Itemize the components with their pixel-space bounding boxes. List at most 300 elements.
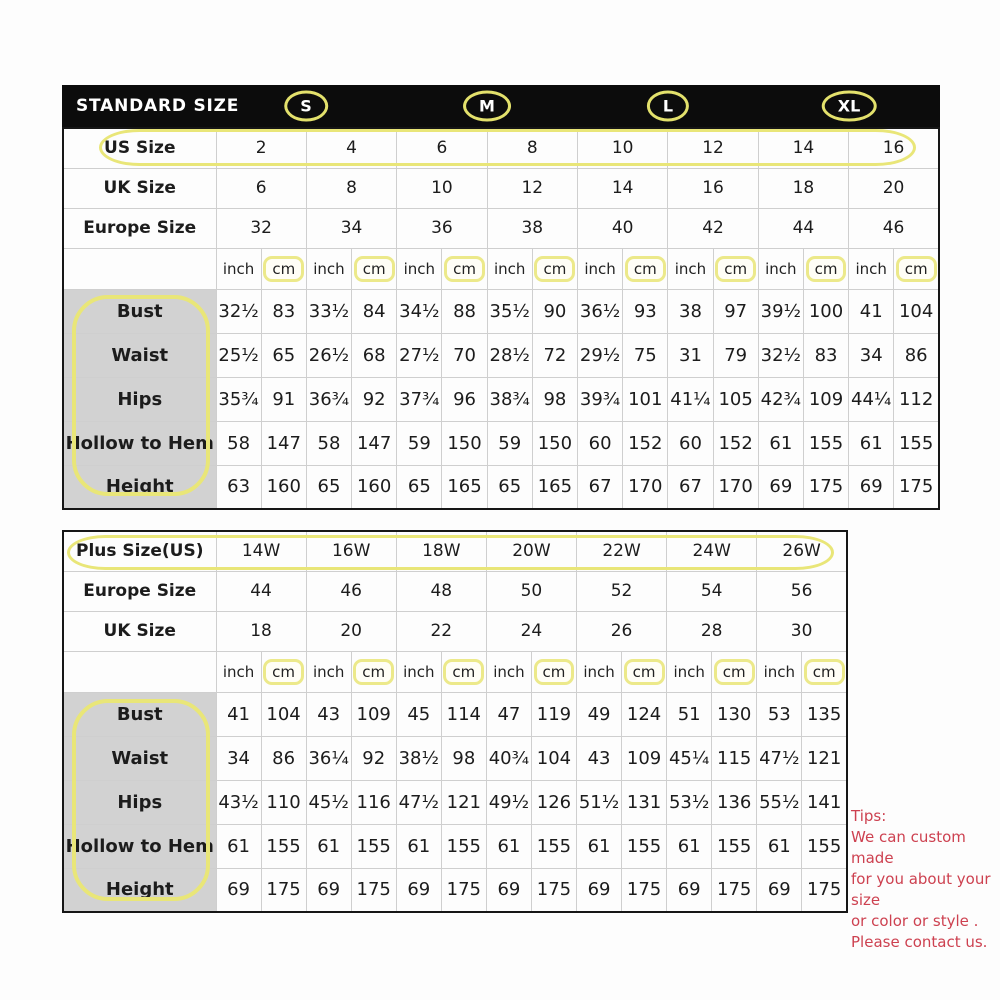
table-cell — [667, 651, 712, 692]
cell-value: 18 — [792, 178, 815, 198]
cell-value: 175 — [356, 879, 391, 901]
table-cell — [351, 736, 396, 780]
cell-value: 165 — [447, 476, 482, 498]
table-row — [63, 208, 939, 248]
cell-value: 51½ — [578, 791, 620, 813]
table-cell — [757, 611, 847, 651]
table-cell — [577, 571, 667, 611]
cell-value: inch — [674, 259, 707, 278]
table-cell — [578, 248, 623, 289]
cell-value: 105 — [718, 388, 753, 410]
table-cell — [216, 333, 261, 377]
table-cell — [306, 868, 351, 912]
table-cell — [397, 377, 442, 421]
cell-value: 79 — [724, 344, 748, 366]
row-label-cell — [63, 611, 216, 651]
row-label: Height — [105, 879, 174, 901]
table-cell — [216, 465, 261, 509]
table-cell — [396, 868, 441, 912]
cell-value: 31 — [679, 344, 702, 366]
cell-value: 42¾ — [760, 388, 802, 410]
cell-value: 61 — [677, 835, 701, 857]
cell-value: inch — [584, 259, 616, 278]
cell-value: 16 — [702, 178, 724, 198]
cell-value: 115 — [717, 747, 752, 769]
cell-value: 65 — [498, 476, 522, 498]
table-cell — [532, 248, 577, 289]
cell-value: 175 — [266, 879, 301, 901]
cell-value: 40¾ — [488, 747, 530, 769]
cell-value: cm — [444, 256, 485, 282]
cell-value: 67 — [679, 476, 702, 498]
table-cell — [757, 692, 802, 736]
cell-value: 4 — [346, 138, 357, 159]
row-label: US Size — [104, 138, 176, 159]
table-cell — [894, 248, 939, 289]
table-cell — [849, 168, 939, 208]
cell-value: cm — [534, 659, 575, 685]
row-label-cell — [63, 377, 216, 421]
cell-value: 41¼ — [670, 388, 711, 410]
cell-value: 50 — [520, 581, 543, 601]
row-label-cell — [63, 465, 216, 509]
cell-value: 69 — [859, 476, 883, 498]
table-cell — [261, 289, 306, 333]
cell-value: 61 — [769, 432, 793, 454]
table-cell — [216, 421, 261, 465]
cell-value: 46 — [340, 581, 362, 601]
table-cell — [216, 531, 306, 571]
tips-line: We can custom made — [851, 828, 966, 867]
table-cell — [713, 333, 758, 377]
standard-size-header-bar — [62, 85, 940, 127]
cell-value: 101 — [628, 388, 663, 410]
table-row — [63, 651, 847, 692]
table-cell — [487, 248, 532, 289]
cell-value: 27½ — [399, 344, 440, 366]
table-row — [63, 611, 847, 651]
cell-value: 32½ — [218, 300, 259, 322]
table-cell — [397, 168, 487, 208]
cell-value: 97 — [724, 300, 748, 322]
cell-value: 155 — [356, 835, 391, 857]
cell-value: 147 — [356, 432, 392, 454]
cell-value: cm — [353, 659, 394, 685]
table-cell — [802, 692, 847, 736]
cell-value: 109 — [808, 388, 844, 410]
cell-value: 16W — [331, 541, 371, 562]
table-cell — [216, 248, 261, 289]
custom-made-tips-note — [851, 806, 999, 953]
table-cell — [441, 692, 486, 736]
table-row — [63, 780, 847, 824]
table-cell — [531, 824, 576, 868]
cell-value: 69 — [677, 879, 701, 901]
cell-value: 155 — [898, 432, 934, 454]
table-cell — [623, 248, 668, 289]
cell-value: 121 — [806, 747, 842, 769]
cell-value: 28 — [700, 621, 723, 641]
row-label: Hollow to Hem — [65, 432, 214, 454]
table-cell — [803, 333, 848, 377]
table-cell — [667, 571, 757, 611]
cell-value: 24W — [692, 541, 731, 562]
cell-value: inch — [403, 662, 435, 681]
cell-value: 69 — [227, 879, 250, 901]
table-cell — [216, 611, 306, 651]
size-badge-m: M — [463, 91, 511, 122]
cell-value: 12 — [702, 138, 724, 159]
cell-value: cm — [354, 256, 395, 282]
table-cell — [531, 651, 576, 692]
table-cell — [757, 531, 847, 571]
cell-value: 61 — [317, 835, 341, 857]
cell-value: inch — [763, 662, 795, 681]
table-cell — [713, 377, 758, 421]
cell-value: 58 — [227, 432, 251, 454]
table-cell — [894, 289, 939, 333]
table-cell — [713, 421, 758, 465]
cell-value: inch — [313, 259, 345, 278]
standard-size-section — [62, 85, 940, 510]
cell-value: 86 — [904, 344, 928, 366]
table-cell — [577, 780, 622, 824]
row-label: Bust — [116, 703, 163, 725]
cell-value: inch — [222, 259, 255, 278]
cell-value: 51 — [677, 703, 701, 725]
cell-value: 45½ — [308, 791, 349, 813]
table-cell — [712, 868, 757, 912]
cell-value: 14 — [792, 138, 815, 159]
table-cell — [802, 736, 847, 780]
cell-value: 165 — [537, 476, 573, 498]
cell-value: 104 — [536, 747, 572, 769]
table-row — [63, 377, 939, 421]
cell-value: cm — [625, 256, 666, 282]
table-cell — [397, 333, 442, 377]
cell-value: 44¼ — [851, 388, 892, 410]
cell-value: 44 — [792, 218, 815, 238]
cell-value: 175 — [808, 476, 844, 498]
table-row — [63, 333, 939, 377]
cell-value: 8 — [526, 138, 538, 159]
cell-value: inch — [583, 662, 615, 681]
cell-value: 59 — [407, 432, 431, 454]
cell-value: 69 — [767, 879, 791, 901]
cell-value: 112 — [898, 388, 934, 410]
table-cell — [306, 611, 396, 651]
table-cell — [894, 421, 939, 465]
table-cell — [758, 208, 848, 248]
cell-value: 90 — [543, 300, 567, 322]
tips-title: Tips: — [851, 807, 887, 825]
cell-value: 25½ — [218, 344, 259, 366]
cell-value: 42 — [702, 218, 724, 238]
table-cell — [351, 868, 396, 912]
table-cell — [622, 692, 667, 736]
table-cell — [578, 168, 668, 208]
table-cell — [623, 333, 668, 377]
table-cell — [351, 651, 396, 692]
cell-value: 49 — [587, 703, 611, 725]
table-cell — [757, 868, 802, 912]
cell-value: 26½ — [308, 344, 350, 366]
table-cell — [668, 465, 713, 509]
cell-value: 86 — [272, 747, 296, 769]
table-cell — [306, 128, 396, 168]
cell-value: 8 — [346, 178, 357, 198]
cell-value: 70 — [453, 344, 476, 366]
cell-value: 16 — [882, 138, 905, 159]
standard-size-table — [62, 127, 940, 510]
table-cell — [712, 780, 757, 824]
table-cell — [396, 611, 486, 651]
row-label-cell — [63, 868, 216, 912]
table-cell — [306, 168, 396, 208]
table-row — [63, 531, 847, 571]
table-cell — [894, 377, 939, 421]
cell-value: 60 — [588, 432, 612, 454]
cell-value: 69 — [497, 879, 521, 901]
table-cell — [531, 736, 576, 780]
cell-value: 104 — [898, 300, 934, 322]
row-label: Hollow to Hem — [65, 835, 214, 857]
cell-value: 175 — [446, 879, 482, 901]
cell-value: inch — [493, 662, 525, 681]
table-cell — [712, 692, 757, 736]
table-cell — [577, 736, 622, 780]
table-cell — [802, 780, 847, 824]
cell-value: 152 — [718, 432, 753, 454]
cell-value: 150 — [447, 432, 482, 454]
cell-value: 116 — [356, 791, 391, 813]
table-cell — [577, 531, 667, 571]
table-cell — [396, 824, 441, 868]
table-cell — [578, 421, 623, 465]
table-cell — [261, 421, 306, 465]
cell-value: 60 — [679, 432, 702, 454]
table-row — [63, 421, 939, 465]
cell-value: 131 — [626, 791, 662, 813]
table-cell — [306, 531, 396, 571]
table-cell — [758, 465, 803, 509]
table-cell — [216, 868, 261, 912]
cell-value: cm — [896, 256, 937, 282]
table-cell — [849, 465, 894, 509]
cell-value: 33½ — [308, 300, 350, 322]
cell-value: 56 — [790, 581, 813, 601]
table-cell — [486, 868, 531, 912]
table-cell — [306, 780, 351, 824]
cell-value: 45 — [407, 703, 431, 725]
row-label-cell — [63, 651, 216, 692]
cell-value: 67 — [588, 476, 612, 498]
cell-value: 175 — [717, 879, 752, 901]
cell-value: 175 — [806, 879, 842, 901]
cell-value: 28½ — [489, 344, 530, 366]
table-cell — [667, 868, 712, 912]
row-label-cell — [63, 248, 216, 289]
cell-value: 92 — [362, 388, 386, 410]
cell-value: 6 — [436, 138, 448, 159]
row-label-cell — [63, 128, 216, 168]
cell-value: 20 — [882, 178, 905, 198]
cell-value: 170 — [718, 476, 753, 498]
row-label: Hips — [117, 791, 163, 813]
table-cell — [849, 333, 894, 377]
row-label-cell — [63, 333, 216, 377]
table-cell — [486, 692, 531, 736]
table-cell — [216, 824, 261, 868]
cell-value: 69 — [407, 879, 431, 901]
cell-value: 141 — [806, 791, 842, 813]
cell-value: 124 — [626, 703, 662, 725]
table-cell — [216, 692, 261, 736]
cell-value: 10 — [611, 138, 634, 159]
table-cell — [441, 780, 486, 824]
table-cell — [622, 736, 667, 780]
cell-value: 109 — [626, 747, 662, 769]
table-cell — [758, 421, 803, 465]
table-cell — [803, 289, 848, 333]
table-cell — [441, 651, 486, 692]
table-cell — [623, 465, 668, 509]
table-cell — [532, 465, 577, 509]
size-badge-xl: XL — [822, 91, 877, 122]
cell-value: 83 — [272, 300, 296, 322]
table-cell — [758, 333, 803, 377]
table-cell — [397, 421, 442, 465]
table-cell — [757, 736, 802, 780]
cell-value: 93 — [633, 300, 657, 322]
cell-value: 53½ — [668, 791, 710, 813]
table-cell — [216, 289, 261, 333]
cell-value: cm — [715, 256, 756, 282]
table-cell — [306, 248, 351, 289]
table-cell — [577, 692, 622, 736]
cell-value: 109 — [356, 703, 391, 725]
table-cell — [849, 289, 894, 333]
cell-value: 155 — [806, 835, 842, 857]
table-cell — [532, 289, 577, 333]
table-cell — [442, 465, 487, 509]
table-cell — [668, 128, 758, 168]
table-cell — [667, 611, 757, 651]
table-cell — [577, 611, 667, 651]
cell-value: 38 — [521, 218, 544, 238]
cell-value: 61 — [587, 835, 611, 857]
cell-value: 175 — [898, 476, 934, 498]
cell-value: 83 — [814, 344, 838, 366]
cell-value: cm — [534, 256, 575, 282]
table-cell — [351, 692, 396, 736]
cell-value: 170 — [628, 476, 663, 498]
table-row — [63, 465, 939, 509]
table-cell — [712, 651, 757, 692]
table-cell — [758, 289, 803, 333]
table-cell — [261, 692, 306, 736]
table-cell — [486, 611, 576, 651]
cell-value: 39¾ — [579, 388, 621, 410]
cell-value: 98 — [543, 388, 567, 410]
table-cell — [577, 868, 622, 912]
table-cell — [668, 208, 758, 248]
cell-value: 38 — [679, 300, 702, 322]
cell-value: 135 — [806, 703, 842, 725]
cell-value: cm — [714, 659, 755, 685]
cell-value: 121 — [446, 791, 482, 813]
row-label-cell — [63, 208, 216, 248]
cell-value: 6 — [255, 178, 267, 198]
table-cell — [261, 333, 306, 377]
cell-value: 39½ — [760, 300, 802, 322]
cell-value: 20W — [512, 541, 551, 562]
cell-value: 14W — [241, 541, 281, 562]
table-cell — [803, 465, 848, 509]
row-label: Plus Size(US) — [75, 541, 204, 562]
cell-value: 34 — [227, 747, 250, 769]
table-cell — [668, 289, 713, 333]
table-cell — [397, 289, 442, 333]
table-cell — [849, 208, 939, 248]
table-cell — [894, 465, 939, 509]
table-cell — [623, 421, 668, 465]
table-cell — [216, 208, 306, 248]
table-cell — [713, 248, 758, 289]
cell-value: 75 — [633, 344, 657, 366]
row-label: Height — [105, 476, 174, 498]
table-cell — [441, 736, 486, 780]
cell-value: 45¼ — [668, 747, 710, 769]
table-cell — [531, 868, 576, 912]
table-cell — [397, 128, 487, 168]
cell-value: 65 — [407, 476, 431, 498]
cell-value: 130 — [717, 703, 752, 725]
table-cell — [803, 377, 848, 421]
table-cell — [216, 651, 261, 692]
table-cell — [487, 465, 532, 509]
cell-value: inch — [765, 259, 797, 278]
table-cell — [894, 333, 939, 377]
table-cell — [306, 333, 351, 377]
table-cell — [486, 651, 531, 692]
table-cell — [352, 465, 397, 509]
plus-size-section — [62, 530, 848, 913]
table-cell — [261, 377, 306, 421]
row-label-cell — [63, 421, 216, 465]
cell-value: 160 — [356, 476, 392, 498]
row-label-cell — [63, 780, 216, 824]
table-cell — [712, 736, 757, 780]
table-cell — [442, 377, 487, 421]
row-label-cell — [63, 571, 216, 611]
cell-value: inch — [494, 259, 526, 278]
table-cell — [487, 168, 577, 208]
table-cell — [396, 780, 441, 824]
tips-line: for you about your size — [851, 870, 991, 909]
table-cell — [623, 289, 668, 333]
table-cell — [849, 128, 939, 168]
table-cell — [486, 531, 576, 571]
cell-value: 59 — [498, 432, 522, 454]
table-cell — [306, 571, 396, 611]
cell-value: 26W — [782, 541, 821, 562]
table-cell — [486, 824, 531, 868]
table-cell — [261, 868, 306, 912]
cell-value: 114 — [446, 703, 482, 725]
table-cell — [532, 333, 577, 377]
table-cell — [396, 736, 441, 780]
